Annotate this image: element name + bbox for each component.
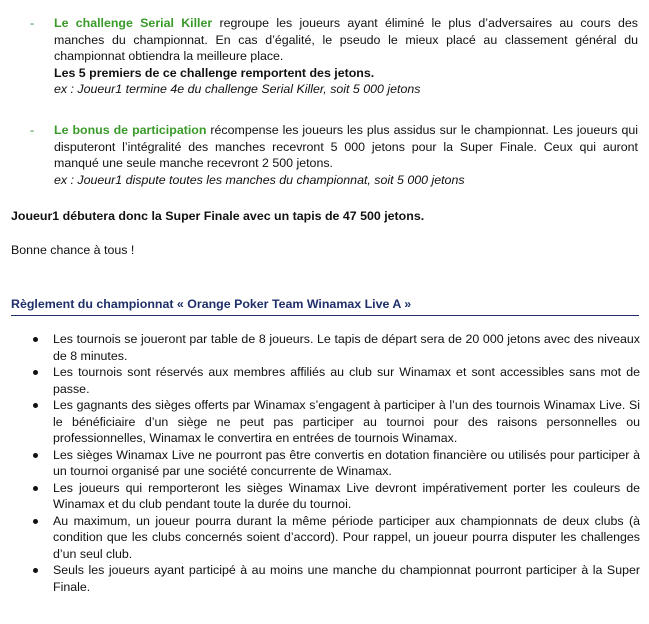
list-item [11, 397, 640, 447]
rule-text: Les joueurs qui remporteront les sièges Winamax Live devront impérativement porter les couleurs de Winamax et du club pendant toute la durée du tournoi. [53, 480, 640, 511]
list-item [11, 447, 640, 480]
participation-title: Le bonus de participation [54, 123, 207, 137]
rule-text: Seuls les joueurs ayant participé à au moins une manche du championnat pourront participer à la Super Finale. [53, 563, 640, 594]
summary-paragraph: Joueur1 débutera donc la Super Finale avec un tapis de 47 500 jetons. [11, 209, 425, 223]
participation-example: ex : Joueur1 dispute toutes les manches du championnat, soit 5 000 jetons [54, 172, 465, 187]
bullet-icon [33, 453, 38, 458]
list-item [11, 480, 640, 513]
serial-killer-text: regroupe les joueurs ayant éliminé le plus d’adversaires au cours des manches du championnat. En cas d’égalité, le pseudo le mieux placé au classement général du championnat obtiendra la meilleure place. [54, 16, 638, 63]
bullet-icon [33, 337, 38, 342]
rule-text: Les tournois sont réservés aux membres affiliés au club sur Winamax et sont accessibles sans mot de passe. [53, 365, 640, 396]
bullet-icon [33, 370, 38, 375]
bullet-icon [33, 568, 38, 573]
serial-killer-title: Le challenge Serial Killer [54, 16, 213, 30]
list-item [11, 331, 640, 364]
serial-killer-body [54, 15, 638, 98]
rules-section-title: Règlement du championnat « Orange Poker Team Winamax Live A » [11, 296, 639, 316]
rule-text: Les gagnants des sièges offerts par Winamax s’engagent à participer à l’un des tournois Winamax Live. Si le bénéficiaire d’un siège ne peut pas participer au tournoi pour des raisons personnelles ou professionnelles, Winamax le convertira en entrées de tournois Winamax. [53, 398, 640, 445]
serial-killer-example: ex : Joueur1 termine 4e du challenge Serial Killer, soit 5 000 jetons [54, 82, 421, 96]
list-item [11, 364, 640, 397]
dash-marker: - [30, 123, 35, 137]
list-item [11, 562, 640, 595]
bullet-icon [33, 519, 38, 524]
bullet-icon [33, 403, 38, 408]
list-item [11, 513, 640, 563]
participation-body [54, 122, 638, 188]
serial-killer-note: Les 5 premiers de ce challenge remportent des jetons. [54, 65, 375, 80]
rules-list [11, 331, 640, 595]
participation-text: récompense les joueurs les plus assidus sur le championnat. Les joueurs qui disputeront l’intégralité des manches recevront 5 000 jetons pour la Super Finale. Ceux qui auront manqué une seule manche recevront 2 500 jetons. [54, 123, 638, 170]
rule-text: Les tournois se joueront par table de 8 joueurs. Le tapis de départ sera de 20 000 jetons avec des niveaux de 8 minutes. [53, 332, 640, 363]
rule-text: Les sièges Winamax Live ne pourront pas être convertis en dotation financière ou utilisés pour participer à un tournoi organisé par une société concurrente de Winamax. [53, 447, 640, 478]
bullet-icon [33, 486, 38, 491]
closing-paragraph: Bonne chance à tous ! [11, 243, 135, 257]
dash-marker: - [30, 16, 35, 30]
rule-text: Au maximum, un joueur pourra durant la même période participer aux championnats de deux clubs (à condition que les clubs concernés soient d’accord). Pour rappel, un joueur pourra disputer les challenges d’un seul club. [53, 513, 640, 561]
